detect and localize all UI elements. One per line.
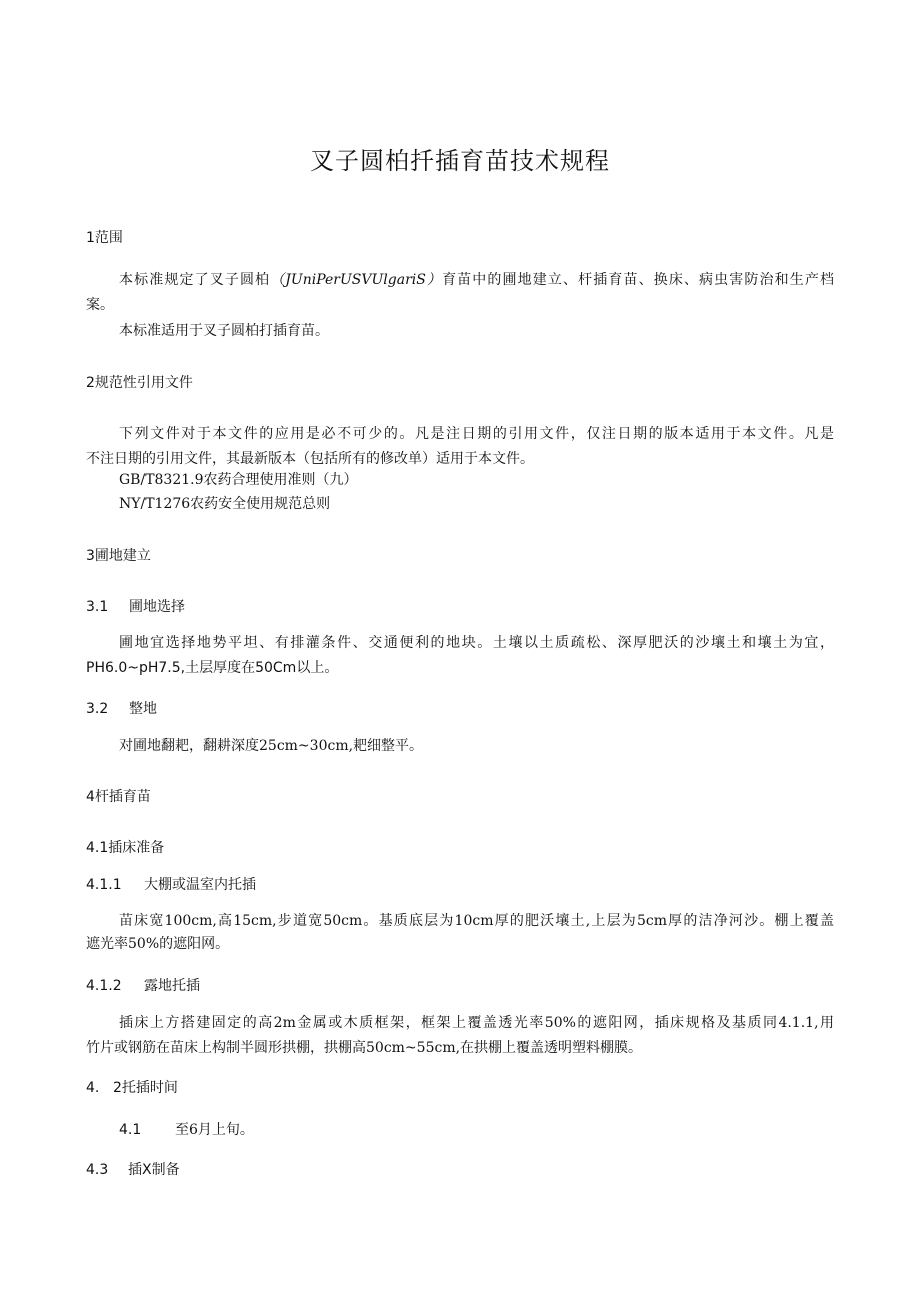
section-3-1-title: 圃地选择 [129,599,185,615]
section-4-2-item-text: 至6月上旬。 [175,1122,254,1138]
section-3-1-heading [86,597,185,617]
section-2-paragraph-line-2: 不注日期的引用文件，其最新版本（包括所有的修改单）适用于本文件。 [86,451,534,467]
section-4-2-item [119,1120,254,1140]
section-4-2-heading [86,1078,178,1098]
section-4-1-1-paragraph-line-2: 遮光率50%的遮阳网。 [86,936,230,952]
section-4-2-number: 4. [86,1080,100,1096]
section-4-1-heading: 4.1插床准备 [86,840,165,856]
section-4-heading: 4杆插育苗 [86,789,151,805]
section-3-1-paragraph-line-2: PH6.0~pH7.5,土层厚度在50Cm以上。 [86,660,339,676]
section-3-2-paragraph: 对圃地翻耙，翻耕深度25cm~30cm,耙细整平。 [119,738,424,754]
section-1-species-latin-name: （JUniPerUSVUlgariS） [270,272,443,288]
section-4-1-1-paragraph-line-1: 苗床宽100cm,高15cm,步道宽50cm。基质底层为10cm厚的肥沃壤土,上层为5cm厚的洁净河沙。棚上覆盖 [119,913,834,929]
section-4-2-item-number: 4.1 [119,1122,142,1138]
section-4-2-title: 2托插时间 [113,1080,178,1096]
normative-reference-1: GB/T8321.9农药合理使用准则（九） [119,472,358,488]
section-3-heading: 3圃地建立 [86,548,151,564]
section-3-1-paragraph-line-1: 圃地宜选择地势平坦、有排灌条件、交通便利的地块。土壤以土质疏松、深厚肥沃的沙壤土和壤土为宜， [119,635,834,651]
section-4-1-2-paragraph-line-1: 插床上方搭建固定的高2m金属或木质框架，框架上覆盖透光率50%的遮阳网，插床规格及基质同4.1.1,用 [119,1015,834,1031]
section-4-3-title: 插X制备 [128,1162,180,1178]
section-3-2-heading [86,699,157,719]
section-4-1-1-number: 4.1.1 [86,877,122,893]
section-3-2-number: 3.2 [86,701,109,717]
section-4-1-2-number: 4.1.2 [86,978,122,994]
normative-reference-2: NY/T1276农药安全使用规范总则 [119,496,331,512]
section-1-paragraph-2: 本标准适用于叉子圆柏打插育苗。 [119,323,329,339]
section-1-paragraph-1-line-2: 案。 [86,297,114,313]
section-1-paragraph-1-suffix: 育苗中的圃地建立、杆插育苗、换床、病虫害防治和生产档 [442,272,835,288]
section-1-heading: 1范围 [86,230,123,246]
section-1-paragraph-1-line-1 [119,270,834,290]
section-4-1-1-heading [86,875,256,895]
section-4-1-2-paragraph-line-2: 竹片或钢筋在苗床上构制半圆形拱棚，拱棚高50cm~55cm,在拱棚上覆盖透明塑料棚膜。 [86,1040,643,1056]
section-4-3-heading [86,1160,180,1180]
section-3-1-number: 3.1 [86,599,109,615]
section-4-1-2-heading [86,976,200,996]
section-2-paragraph-line-1: 下列文件对于本文件的应用是必不可少的。凡是注日期的引用文件，仅注日期的版本适用于本文件。凡是 [119,426,834,442]
section-3-2-title: 整地 [129,701,157,717]
section-1-paragraph-1-prefix: 本标准规定了叉子圆柏 [119,272,271,288]
section-4-1-1-title: 大棚或温室内托插 [144,877,256,893]
section-4-1-2-title: 露地托插 [144,978,200,994]
section-4-3-number: 4.3 [86,1162,109,1178]
document-title: 叉子圆柏扦插育苗技术规程 [310,147,610,175]
section-2-heading: 2规范性引用文件 [86,375,193,391]
